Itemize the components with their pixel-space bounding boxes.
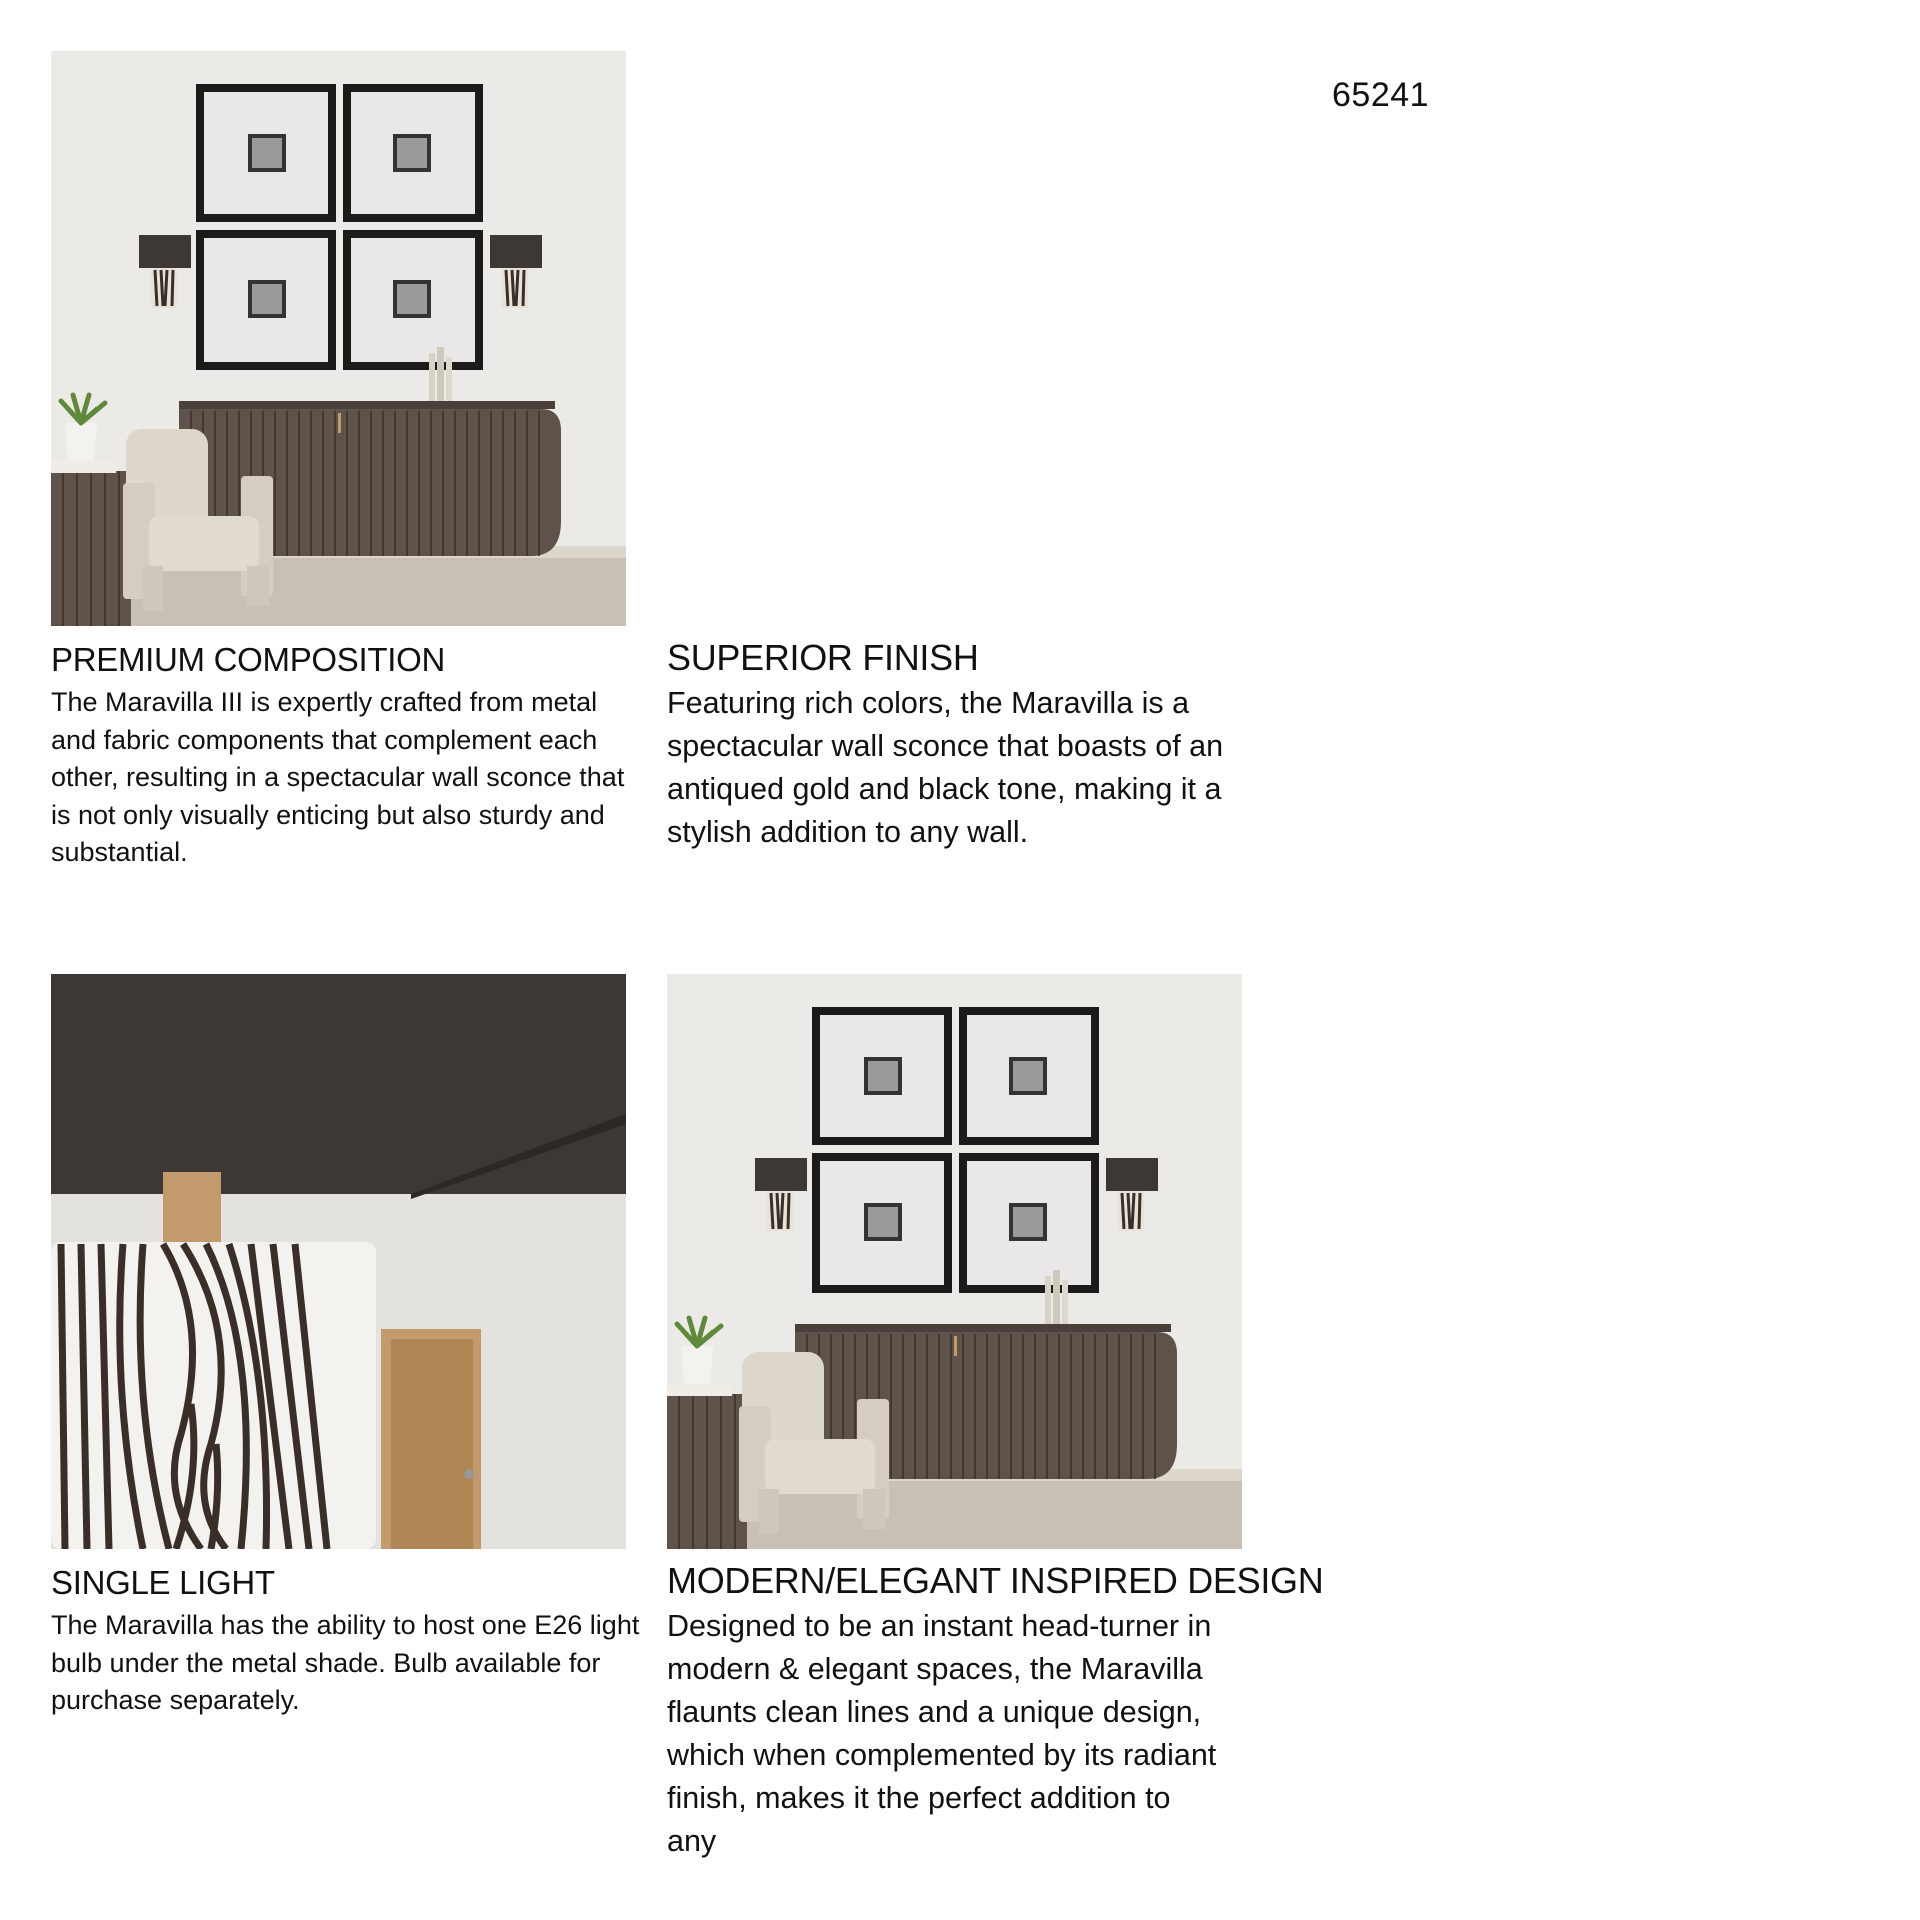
feature-premium-composition (51, 640, 641, 872)
room-scene-photo (51, 51, 626, 626)
feature-single-light (51, 1563, 641, 1720)
room-scene-photo (667, 974, 1242, 1549)
sconce-closeup-photo (51, 974, 626, 1549)
product-sku: 65241 (1332, 76, 1430, 114)
feature-description: The Maravilla III is expertly crafted from metal and fabric components that complement each other, resulting in a spectacular wall sconce that is not only visually enticing but also sturdy and substantial. (51, 687, 625, 868)
feature-heading: MODERN/ELEGANT INSPIRED DESIGN (667, 1560, 1324, 1601)
feature-heading: SUPERIOR FINISH (667, 637, 979, 678)
feature-description: Featuring rich colors, the Maravilla is a spectacular wall sconce that boasts of an antiqued gold and black tone, making it a stylish addition to any wall. (667, 686, 1224, 849)
feature-description: Designed to be an instant head-turner in modern & elegant spaces, the Maravilla flaunts clean lines and a unique design, which when complemented by its radiant finish, makes it the perfect addition to any (667, 1609, 1217, 1858)
sconce-closeup-illustration (51, 974, 626, 1549)
feature-modern-elegant-design (667, 1561, 1367, 1863)
feature-superior-finish (667, 638, 1267, 854)
feature-description: The Maravilla has the ability to host one E26 light bulb under the metal shade. Bulb available for purchase separately. (51, 1610, 640, 1716)
feature-heading: PREMIUM COMPOSITION (51, 641, 445, 678)
room-scene-illustration (667, 974, 1242, 1549)
feature-heading: SINGLE LIGHT (51, 1564, 275, 1601)
room-scene-illustration (51, 51, 626, 626)
